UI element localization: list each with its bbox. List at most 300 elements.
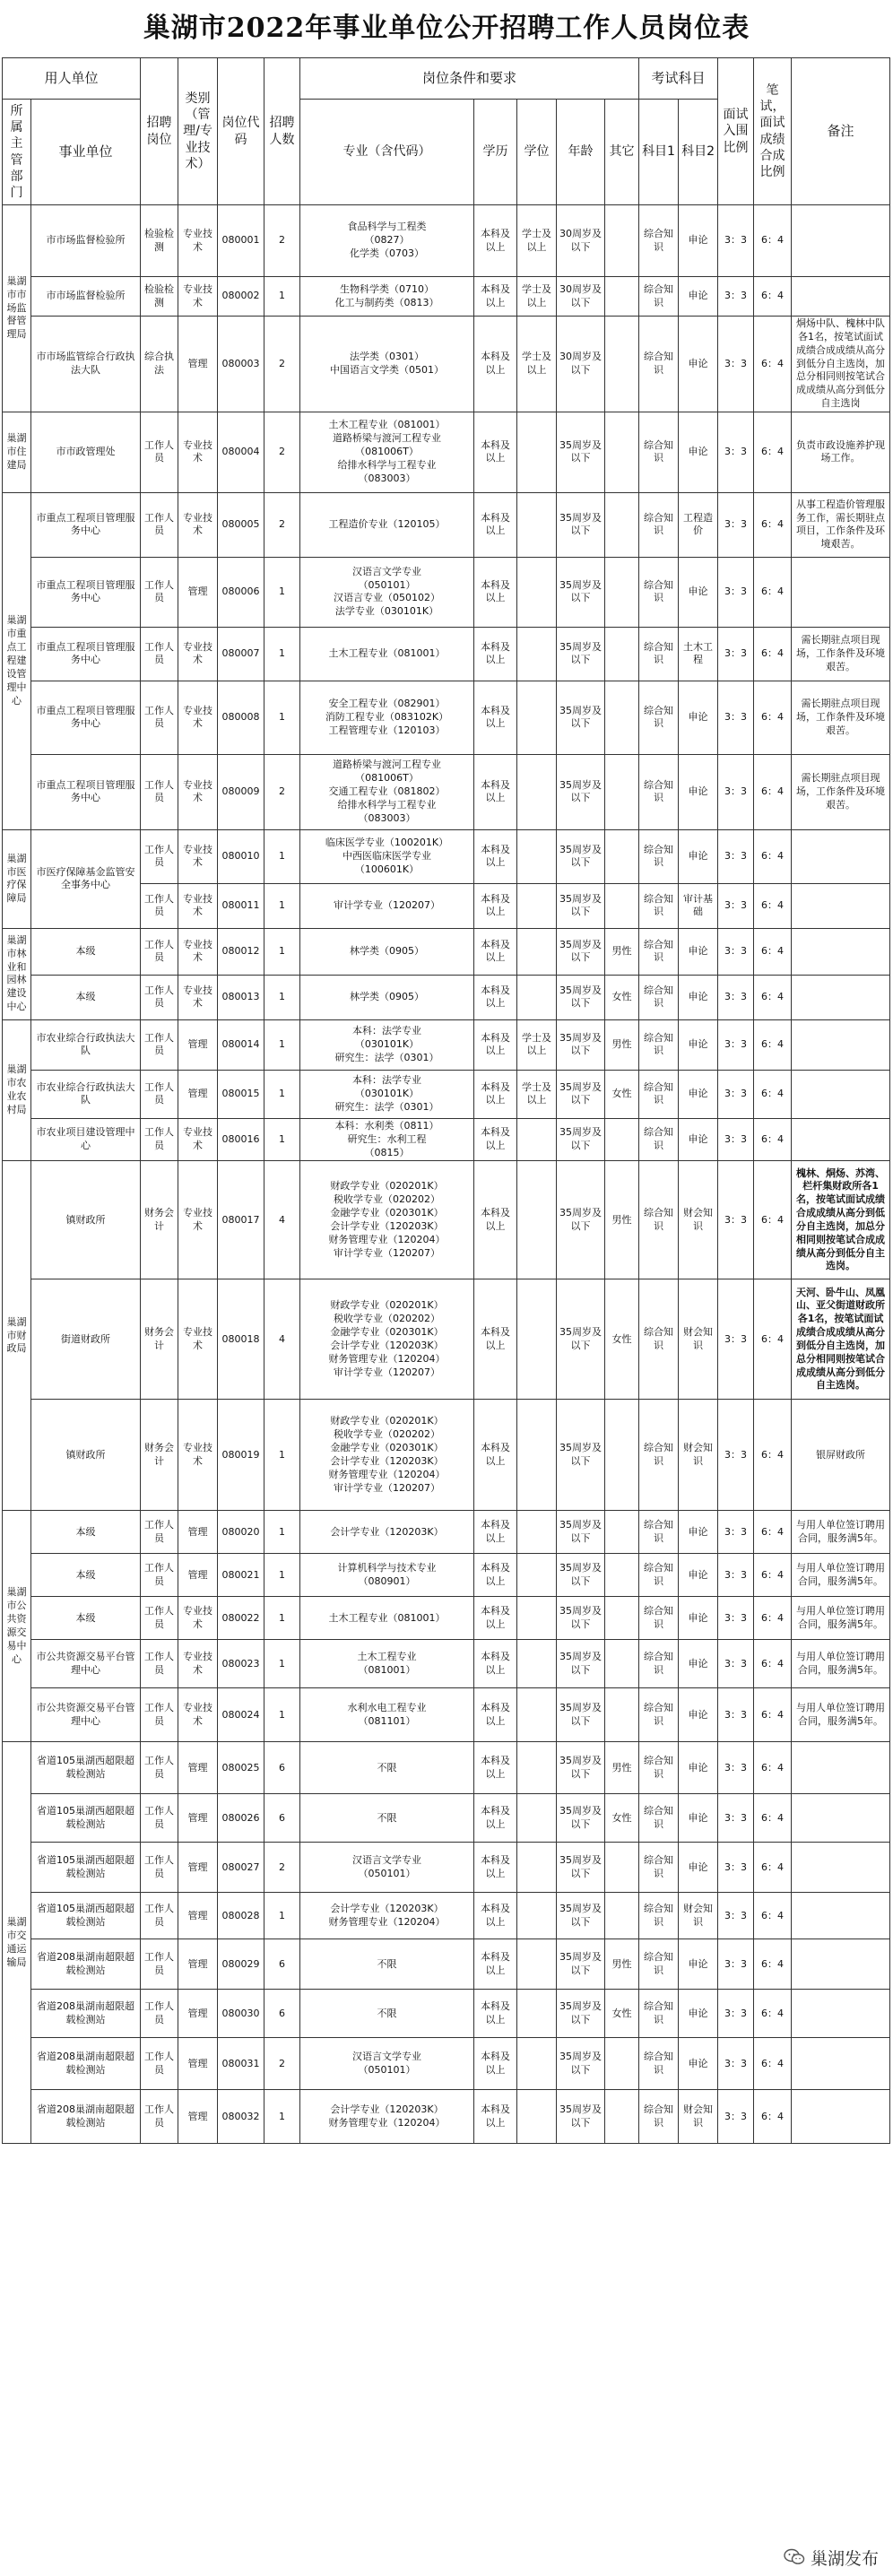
- subject1-cell: 综合知识: [639, 412, 679, 492]
- other-cell: [605, 277, 639, 317]
- header-exam: 考试科目: [639, 58, 718, 100]
- post-cell: 工作人员: [141, 2090, 178, 2144]
- ratio-cell: 3：3: [718, 492, 754, 557]
- subject1-cell: 综合知识: [639, 1118, 679, 1161]
- category-cell: 专业技术: [178, 205, 218, 277]
- subject1-cell: 综合知识: [639, 205, 679, 277]
- ratio-cell: 3：3: [718, 883, 754, 928]
- edu-cell: 本科及以上: [474, 1893, 517, 1939]
- major-cell: 土木工程专业 （081001）: [300, 1640, 474, 1688]
- subject2-cell: 申论: [679, 1511, 718, 1554]
- note-cell: 天河、卧牛山、凤凰山、亚父街道财政所各1名，按笔试面试成绩合成成绩从高分到低分自主选岗，加总分相同则按笔试合成成绩从高分到低分自主选岗。: [792, 1279, 890, 1400]
- note-cell: [792, 975, 890, 1019]
- dept-cell: 巢湖市医疗保障局: [3, 829, 31, 928]
- note-cell: [792, 2090, 890, 2144]
- major-cell: 会计学专业（120203K）: [300, 1511, 474, 1554]
- other-cell: [605, 1597, 639, 1640]
- ratio-cell: 3：3: [718, 1279, 754, 1400]
- subject1-cell: 综合知识: [639, 754, 679, 829]
- category-cell: 管理: [178, 1843, 218, 1893]
- degree-cell: [517, 1843, 557, 1893]
- category-cell: 管理: [178, 1019, 218, 1070]
- ratio-cell: 3：3: [718, 317, 754, 412]
- other-cell: 男性: [605, 928, 639, 975]
- other-cell: 女性: [605, 1794, 639, 1843]
- ratio-cell: 3：3: [718, 1688, 754, 1742]
- edu-cell: 本科及以上: [474, 754, 517, 829]
- code-cell: 080002: [218, 277, 264, 317]
- major-cell: 本科：法学专业 （030101K） 研究生：法学（0301）: [300, 1019, 474, 1070]
- degree-cell: [517, 1640, 557, 1688]
- age-cell: 35周岁及以下: [557, 2038, 605, 2090]
- subject1-cell: 综合知识: [639, 883, 679, 928]
- subject1-cell: 综合知识: [639, 1400, 679, 1511]
- subject1-cell: 综合知识: [639, 1511, 679, 1554]
- code-cell: 080008: [218, 681, 264, 754]
- subject1-cell: 综合知识: [639, 492, 679, 557]
- table-row: [3, 681, 890, 754]
- category-cell: 管理: [178, 1939, 218, 1990]
- count-cell: 1: [264, 557, 300, 627]
- edu-cell: 本科及以上: [474, 1070, 517, 1118]
- subject2-cell: 申论: [679, 1070, 718, 1118]
- subject1-cell: 综合知识: [639, 975, 679, 1019]
- edu-cell: 本科及以上: [474, 1640, 517, 1688]
- degree-cell: 学士及以上: [517, 1019, 557, 1070]
- count-cell: 2: [264, 1843, 300, 1893]
- subject1-cell: 综合知识: [639, 2090, 679, 2144]
- major-cell: 本科：水利类（0811） 研究生：水利工程 （0815）: [300, 1118, 474, 1161]
- count-cell: 1: [264, 1597, 300, 1640]
- code-cell: 080001: [218, 205, 264, 277]
- note-cell: [792, 928, 890, 975]
- edu-cell: 本科及以上: [474, 1939, 517, 1990]
- major-cell: 工程造价专业（120105）: [300, 492, 474, 557]
- unit-cell: 市重点工程项目管理服务中心: [31, 492, 141, 557]
- unit-cell: 市市场监管综合行政执法大队: [31, 317, 141, 412]
- age-cell: 30周岁及以下: [557, 317, 605, 412]
- post-cell: 综合执法: [141, 317, 178, 412]
- unit-cell: 市重点工程项目管理服务中心: [31, 681, 141, 754]
- category-cell: 专业技术: [178, 412, 218, 492]
- subject2-cell: 申论: [679, 829, 718, 883]
- degree-cell: [517, 754, 557, 829]
- degree-cell: [517, 627, 557, 681]
- subject1-cell: 综合知识: [639, 2038, 679, 2090]
- unit-cell: 省道105巢湖西超限超载检测站: [31, 1742, 141, 1794]
- degree-cell: [517, 1118, 557, 1161]
- degree-cell: [517, 1939, 557, 1990]
- post-cell: 工作人员: [141, 1893, 178, 1939]
- ratio-cell: 3：3: [718, 205, 754, 277]
- major-cell: 会计学专业（120203K） 财务管理专业（120204）: [300, 2090, 474, 2144]
- edu-cell: 本科及以上: [474, 928, 517, 975]
- note-cell: 与用人单位签订聘用合同，服务满5年。: [792, 1597, 890, 1640]
- code-cell: 080006: [218, 557, 264, 627]
- major-cell: 土木工程专业（081001）: [300, 1597, 474, 1640]
- edu-cell: 本科及以上: [474, 205, 517, 277]
- table-row: [3, 1939, 890, 1990]
- edu-cell: 本科及以上: [474, 975, 517, 1019]
- code-cell: 080016: [218, 1118, 264, 1161]
- table-row: [3, 754, 890, 829]
- subject2-cell: 财会知识: [679, 1161, 718, 1279]
- unit-cell: 市市场监督检验所: [31, 277, 141, 317]
- subject2-cell: 财会知识: [679, 2090, 718, 2144]
- subject1-cell: 综合知识: [639, 829, 679, 883]
- table-row: [3, 1597, 890, 1640]
- unit-cell: 市重点工程项目管理服务中心: [31, 754, 141, 829]
- header-subj2: 科目2: [679, 100, 718, 205]
- code-cell: 080027: [218, 1843, 264, 1893]
- category-cell: 管理: [178, 1794, 218, 1843]
- subject2-cell: 申论: [679, 754, 718, 829]
- degree-cell: [517, 557, 557, 627]
- ratio-cell: 3：3: [718, 1161, 754, 1279]
- dept-cell: 巢湖市农业农村局: [3, 1019, 31, 1161]
- unit-cell: 镇财政所: [31, 1400, 141, 1511]
- subject2-cell: 申论: [679, 2038, 718, 2090]
- edu-cell: 本科及以上: [474, 277, 517, 317]
- weight-cell: 6：4: [754, 1019, 792, 1070]
- category-cell: 管理: [178, 1070, 218, 1118]
- ratio-cell: 3：3: [718, 1794, 754, 1843]
- unit-cell: 市公共资源交易平台管理中心: [31, 1688, 141, 1742]
- other-cell: [605, 412, 639, 492]
- table-row: [3, 1070, 890, 1118]
- ratio-cell: 3：3: [718, 1118, 754, 1161]
- ratio-cell: 3：3: [718, 277, 754, 317]
- code-cell: 080003: [218, 317, 264, 412]
- unit-cell: 市市政管理处: [31, 412, 141, 492]
- subject2-cell: 申论: [679, 1742, 718, 1794]
- post-cell: 工作人员: [141, 1070, 178, 1118]
- degree-cell: [517, 928, 557, 975]
- weight-cell: 6：4: [754, 1554, 792, 1597]
- degree-cell: 学士及以上: [517, 1070, 557, 1118]
- degree-cell: 学士及以上: [517, 205, 557, 277]
- unit-cell: 省道208巢湖南超限超载检测站: [31, 2090, 141, 2144]
- note-cell: 槐林、烔炀、苏湾、栏杆集财政所各1名，按笔试面试成绩合成成绩从高分到低分自主选岗，加总分相同则按笔试合成成绩从高分到低分自主选岗。: [792, 1161, 890, 1279]
- unit-cell: 市公共资源交易平台管理中心: [31, 1640, 141, 1688]
- note-cell: [792, 1794, 890, 1843]
- category-cell: 管理: [178, 1893, 218, 1939]
- code-cell: 080015: [218, 1070, 264, 1118]
- ratio-cell: 3：3: [718, 2090, 754, 2144]
- age-cell: 35周岁及以下: [557, 1161, 605, 1279]
- header-dept: 所属主管部门: [3, 100, 31, 205]
- age-cell: 35周岁及以下: [557, 1279, 605, 1400]
- code-cell: 080009: [218, 754, 264, 829]
- age-cell: 35周岁及以下: [557, 557, 605, 627]
- subject2-cell: 申论: [679, 1990, 718, 2038]
- post-cell: 工作人员: [141, 1794, 178, 1843]
- major-cell: 不限: [300, 1794, 474, 1843]
- category-cell: 专业技术: [178, 829, 218, 883]
- subject2-cell: 申论: [679, 1554, 718, 1597]
- degree-cell: [517, 1511, 557, 1554]
- major-cell: 财政学专业（020201K） 税收学专业（020202） 金融学专业（020301K） 会计学专业（120203K） 财务管理专业（120204） 审计学专业（120207）: [300, 1279, 474, 1400]
- weight-cell: 6：4: [754, 1688, 792, 1742]
- post-cell: 工作人员: [141, 1939, 178, 1990]
- note-cell: [792, 1990, 890, 2038]
- degree-cell: [517, 1400, 557, 1511]
- subject1-cell: 综合知识: [639, 1688, 679, 1742]
- subject2-cell: 土木工程: [679, 627, 718, 681]
- other-cell: [605, 1554, 639, 1597]
- other-cell: [605, 1688, 639, 1742]
- edu-cell: 本科及以上: [474, 2038, 517, 2090]
- category-cell: 管理: [178, 2090, 218, 2144]
- edu-cell: 本科及以上: [474, 2090, 517, 2144]
- code-cell: 080013: [218, 975, 264, 1019]
- weight-cell: 6：4: [754, 754, 792, 829]
- code-cell: 080023: [218, 1640, 264, 1688]
- other-cell: 女性: [605, 975, 639, 1019]
- dept-cell: 巢湖市重点工程建设管理中心: [3, 492, 31, 829]
- category-cell: 管理: [178, 2038, 218, 2090]
- table-row: [3, 277, 890, 317]
- post-cell: 工作人员: [141, 557, 178, 627]
- header-age: 年龄: [557, 100, 605, 205]
- unit-cell: 本级: [31, 1554, 141, 1597]
- weight-cell: 6：4: [754, 1118, 792, 1161]
- degree-cell: [517, 1742, 557, 1794]
- degree-cell: 学士及以上: [517, 277, 557, 317]
- other-cell: [605, 317, 639, 412]
- unit-cell: 省道105巢湖西超限超载检测站: [31, 1893, 141, 1939]
- category-cell: 管理: [178, 1554, 218, 1597]
- code-cell: 080030: [218, 1990, 264, 2038]
- table-row: [3, 205, 890, 277]
- weight-cell: 6：4: [754, 1511, 792, 1554]
- header-degree: 学位: [517, 100, 557, 205]
- major-cell: 不限: [300, 1742, 474, 1794]
- major-cell: 土木工程专业（081001）: [300, 627, 474, 681]
- age-cell: 35周岁及以下: [557, 1640, 605, 1688]
- weight-cell: 6：4: [754, 1070, 792, 1118]
- unit-cell: 市重点工程项目管理服务中心: [31, 627, 141, 681]
- subject2-cell: 申论: [679, 1118, 718, 1161]
- subject1-cell: 综合知识: [639, 1794, 679, 1843]
- subject2-cell: 工程造价: [679, 492, 718, 557]
- header-major: 专业（含代码）: [300, 100, 474, 205]
- age-cell: 35周岁及以下: [557, 1597, 605, 1640]
- post-cell: 工作人员: [141, 412, 178, 492]
- major-cell: 不限: [300, 1939, 474, 1990]
- unit-cell: 本级: [31, 928, 141, 975]
- note-cell: 银屏财政所: [792, 1400, 890, 1511]
- table-row: [3, 975, 890, 1019]
- code-cell: 080007: [218, 627, 264, 681]
- code-cell: 080004: [218, 412, 264, 492]
- weight-cell: 6：4: [754, 412, 792, 492]
- age-cell: 35周岁及以下: [557, 1939, 605, 1990]
- unit-cell: 省道208巢湖南超限超载检测站: [31, 1990, 141, 2038]
- subject2-cell: 申论: [679, 1794, 718, 1843]
- note-cell: [792, 205, 890, 277]
- code-cell: 080031: [218, 2038, 264, 2090]
- subject1-cell: 综合知识: [639, 277, 679, 317]
- post-cell: 工作人员: [141, 627, 178, 681]
- table-row: [3, 1688, 890, 1742]
- age-cell: 35周岁及以下: [557, 1511, 605, 1554]
- category-cell: 管理: [178, 317, 218, 412]
- major-cell: 林学类（0905）: [300, 928, 474, 975]
- dept-cell: 巢湖市住建局: [3, 412, 31, 492]
- count-cell: 4: [264, 1161, 300, 1279]
- count-cell: 1: [264, 1118, 300, 1161]
- major-cell: 财政学专业（020201K） 税收学专业（020202） 金融学专业（020301K） 会计学专业（120203K） 财务管理专业（120204） 审计学专业（120207）: [300, 1400, 474, 1511]
- code-cell: 080020: [218, 1511, 264, 1554]
- note-cell: [792, 557, 890, 627]
- header-other: 其它: [605, 100, 639, 205]
- other-cell: [605, 681, 639, 754]
- count-cell: 2: [264, 492, 300, 557]
- table-row: [3, 1279, 890, 1400]
- code-cell: 080029: [218, 1939, 264, 1990]
- other-cell: [605, 492, 639, 557]
- other-cell: [605, 1400, 639, 1511]
- major-cell: 汉语言文学专业 （050101）: [300, 2038, 474, 2090]
- subject1-cell: 综合知识: [639, 1990, 679, 2038]
- weight-cell: 6：4: [754, 1161, 792, 1279]
- other-cell: 男性: [605, 1939, 639, 1990]
- count-cell: 1: [264, 829, 300, 883]
- ratio-cell: 3：3: [718, 627, 754, 681]
- header-conditions: 岗位条件和要求: [300, 58, 639, 100]
- note-cell: [792, 1742, 890, 1794]
- ratio-cell: 3：3: [718, 1554, 754, 1597]
- ratio-cell: 3：3: [718, 2038, 754, 2090]
- age-cell: 35周岁及以下: [557, 1070, 605, 1118]
- weight-cell: 6：4: [754, 1279, 792, 1400]
- subject1-cell: 综合知识: [639, 317, 679, 412]
- edu-cell: 本科及以上: [474, 829, 517, 883]
- ratio-cell: 3：3: [718, 1843, 754, 1893]
- header-post: 招聘岗位: [141, 58, 178, 205]
- count-cell: 2: [264, 412, 300, 492]
- ratio-cell: 3：3: [718, 829, 754, 883]
- edu-cell: 本科及以上: [474, 1511, 517, 1554]
- unit-cell: 市农业综合行政执法大队: [31, 1019, 141, 1070]
- subject2-cell: 财会知识: [679, 1279, 718, 1400]
- subject2-cell: 申论: [679, 1019, 718, 1070]
- edu-cell: 本科及以上: [474, 317, 517, 412]
- age-cell: 35周岁及以下: [557, 492, 605, 557]
- other-cell: 女性: [605, 1070, 639, 1118]
- count-cell: 1: [264, 1640, 300, 1688]
- category-cell: 专业技术: [178, 1279, 218, 1400]
- weight-cell: 6：4: [754, 883, 792, 928]
- note-cell: 负责市政设施养护现场工作。: [792, 412, 890, 492]
- post-cell: 工作人员: [141, 1019, 178, 1070]
- table-row: [3, 1511, 890, 1554]
- edu-cell: 本科及以上: [474, 1279, 517, 1400]
- count-cell: 1: [264, 2090, 300, 2144]
- degree-cell: [517, 2038, 557, 2090]
- other-cell: [605, 1843, 639, 1893]
- header-category: 类别（管理/专业技术）: [178, 58, 218, 205]
- count-cell: 1: [264, 883, 300, 928]
- header-unit: 事业单位: [31, 100, 141, 205]
- degree-cell: [517, 975, 557, 1019]
- code-cell: 080019: [218, 1400, 264, 1511]
- ratio-cell: 3：3: [718, 1939, 754, 1990]
- other-cell: [605, 883, 639, 928]
- ratio-cell: 3：3: [718, 1070, 754, 1118]
- major-cell: 生物科学类（0710） 化工与制药类（0813）: [300, 277, 474, 317]
- unit-cell: 市医疗保障基金监管安全事务中心: [31, 829, 141, 928]
- post-cell: 工作人员: [141, 1511, 178, 1554]
- count-cell: 1: [264, 1511, 300, 1554]
- note-cell: 与用人单位签订聘用合同，服务满5年。: [792, 1688, 890, 1742]
- category-cell: 专业技术: [178, 277, 218, 317]
- ratio-cell: 3：3: [718, 1893, 754, 1939]
- major-cell: 食品科学与工程类 （0827） 化学类（0703）: [300, 205, 474, 277]
- weight-cell: 6：4: [754, 317, 792, 412]
- header-code: 岗位代码: [218, 58, 264, 205]
- category-cell: 专业技术: [178, 492, 218, 557]
- subject1-cell: 综合知识: [639, 1279, 679, 1400]
- other-cell: [605, 1511, 639, 1554]
- unit-cell: 省道105巢湖西超限超载检测站: [31, 1794, 141, 1843]
- subject2-cell: 申论: [679, 1688, 718, 1742]
- category-cell: 专业技术: [178, 975, 218, 1019]
- code-cell: 080017: [218, 1161, 264, 1279]
- weight-cell: 6：4: [754, 557, 792, 627]
- post-cell: 工作人员: [141, 754, 178, 829]
- major-cell: 安全工程专业（082901） 消防工程专业（083102K） 工程管理专业（120103）: [300, 681, 474, 754]
- note-cell: 与用人单位签订聘用合同，服务满5年。: [792, 1511, 890, 1554]
- subject2-cell: 申论: [679, 928, 718, 975]
- subject2-cell: 审计基础: [679, 883, 718, 928]
- ratio-cell: 3：3: [718, 1990, 754, 2038]
- subject1-cell: 综合知识: [639, 681, 679, 754]
- post-cell: 工作人员: [141, 928, 178, 975]
- count-cell: 6: [264, 1794, 300, 1843]
- table-row: [3, 2090, 890, 2144]
- post-cell: 财务会计: [141, 1400, 178, 1511]
- age-cell: 35周岁及以下: [557, 975, 605, 1019]
- category-cell: 专业技术: [178, 883, 218, 928]
- major-cell: 会计学专业（120203K） 财务管理专业（120204）: [300, 1893, 474, 1939]
- table-row: [3, 1554, 890, 1597]
- code-cell: 080026: [218, 1794, 264, 1843]
- unit-cell: 市农业项目建设管理中心: [31, 1118, 141, 1161]
- ratio-cell: 3：3: [718, 412, 754, 492]
- note-cell: 烔炀中队、槐林中队各1名，按笔试面试成绩合成成绩从高分到低分自主选岗，加总分相同则按笔试合成成绩从高分到低分自主选岗: [792, 317, 890, 412]
- edu-cell: 本科及以上: [474, 1990, 517, 2038]
- post-cell: 工作人员: [141, 1843, 178, 1893]
- unit-cell: 市市场监督检验所: [31, 205, 141, 277]
- post-cell: 工作人员: [141, 1640, 178, 1688]
- post-cell: 财务会计: [141, 1279, 178, 1400]
- count-cell: 1: [264, 928, 300, 975]
- header-edu: 学历: [474, 100, 517, 205]
- unit-cell: 本级: [31, 1511, 141, 1554]
- subject2-cell: 财会知识: [679, 1400, 718, 1511]
- table-row: [3, 627, 890, 681]
- subject1-cell: 综合知识: [639, 928, 679, 975]
- post-cell: 检验检测: [141, 277, 178, 317]
- edu-cell: 本科及以上: [474, 557, 517, 627]
- unit-cell: 镇财政所: [31, 1161, 141, 1279]
- table-row: [3, 317, 890, 412]
- major-cell: 土木工程专业（081001） 道路桥梁与渡河工程专业 （081006T） 给排水科学与工程专业 （083003）: [300, 412, 474, 492]
- post-cell: 财务会计: [141, 1161, 178, 1279]
- subject2-cell: 申论: [679, 205, 718, 277]
